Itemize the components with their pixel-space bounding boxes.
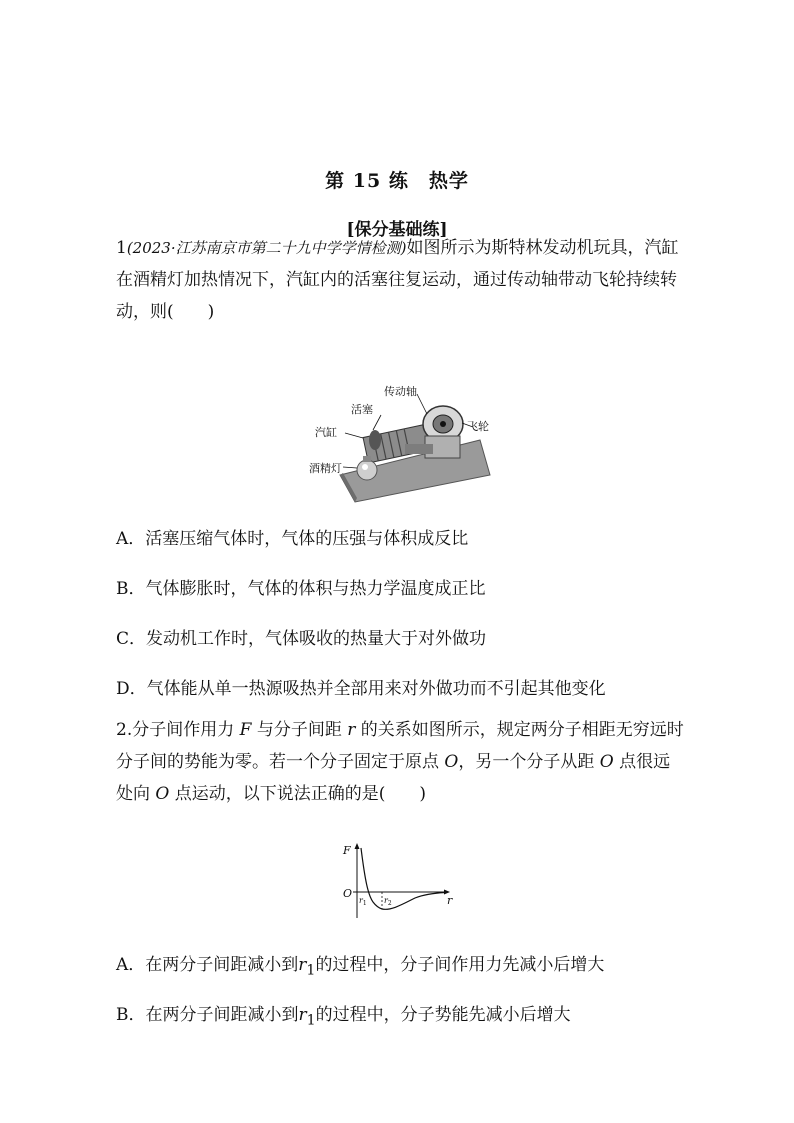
label-cylinder: 汽缸: [315, 426, 337, 439]
var-F: F: [239, 720, 252, 740]
question-2-number: 2.: [116, 720, 133, 740]
question-1-source: (2023·江苏南京市第二十九中学学情检测): [126, 239, 407, 257]
question-1-option-d: D．气体能从单一热源吸热并全部用来对外做功而不引起其他变化: [116, 679, 606, 699]
question-2-option-b: B．在两分子间距减小到$r_1$的过程中，分子势能先减小后增大: [116, 1005, 571, 1029]
question-2-option-a: A．在两分子间距减小到$r_1$的过程中，分子间作用力先减小后增大: [116, 955, 605, 979]
question-1-text: 如图所示为斯特林发动机玩具，汽缸在酒精灯加热情况下，汽缸内的活塞往复运动，通过传动轴带动飞轮持续转动，则( ): [116, 238, 679, 322]
stirling-engine-figure: [305, 380, 495, 505]
var-O: O: [155, 784, 170, 804]
label-shaft: 传动轴: [384, 385, 417, 398]
question-1-number: 1: [116, 238, 127, 258]
var-O: O: [444, 752, 459, 772]
x-axis-label: r: [447, 894, 453, 907]
question-1-option-b: B．气体膨胀时，气体的体积与热力学温度成正比: [116, 579, 486, 599]
question-1-option-c: C．发动机工作时，气体吸收的热量大于对外做功: [116, 629, 487, 649]
label-lamp: 酒精灯: [309, 462, 342, 475]
question-1-option-a: A．活塞压缩气体时，气体的压强与体积成反比: [116, 529, 469, 549]
r1-label: $r_1$: [359, 896, 367, 907]
var-r: r: [347, 720, 356, 740]
question-2-text-e: 点很远处向: [116, 752, 671, 804]
label-piston: 活塞: [351, 403, 373, 416]
y-axis-label: F: [343, 844, 351, 857]
question-2-text-d: ，另一个分子从距: [458, 752, 600, 772]
piston-head: [369, 430, 381, 450]
question-2-text-f: 点运动，以下说法正确的是( ): [169, 784, 427, 804]
question-2-text-a: 分子间作用力: [132, 720, 240, 740]
origin-label: O: [343, 887, 353, 900]
force-distance-graph: [335, 840, 460, 922]
question-2-text-b: 与分子间距: [251, 720, 348, 740]
r2-label: $r_2$: [384, 896, 392, 907]
var-O: O: [599, 752, 614, 772]
question-1-stem: [116, 232, 686, 328]
label-flywheel: 飞轮: [467, 420, 489, 433]
question-2-stem: [116, 714, 686, 810]
question-2-text-c: 的关系如图所示，规定两分子相距无穷远时分子间的势能为零。若一个分子固定于原点: [116, 720, 684, 772]
lamp-body: [357, 460, 377, 480]
page-title: 第 15 练 热学: [325, 170, 469, 192]
section-heading: [保分基础练]: [346, 220, 448, 240]
force-curve: [361, 848, 445, 909]
